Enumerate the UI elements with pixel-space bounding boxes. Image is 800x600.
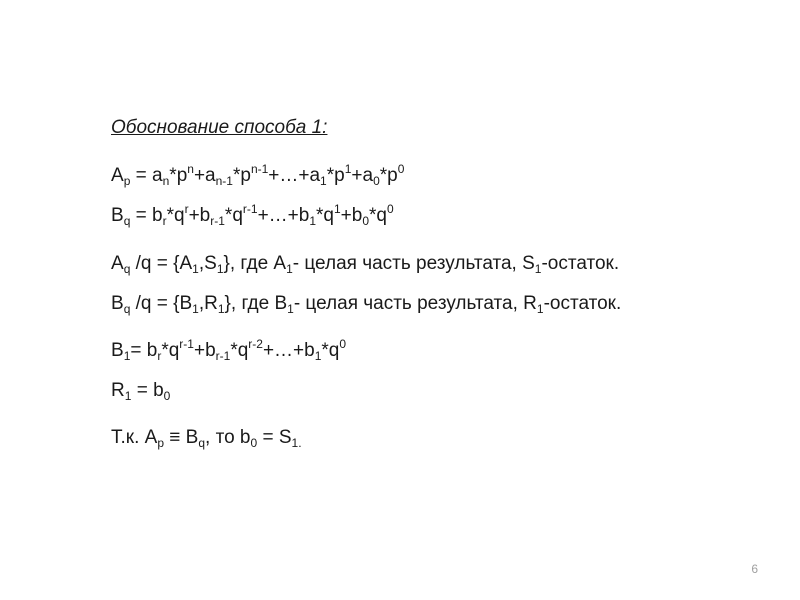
formula-text: , то b <box>205 427 251 448</box>
formula-text: A <box>111 165 124 186</box>
page-number: 6 <box>751 562 758 576</box>
formula-text: R <box>111 380 125 401</box>
formula-text: ≡ B <box>164 427 199 448</box>
formula-text: = b <box>130 340 158 361</box>
formula-text: Т.к. A <box>111 427 158 448</box>
formula-text: - целая часть результата, R <box>293 293 537 314</box>
formula-text: /q = {B <box>130 293 193 314</box>
superscript: n-1 <box>250 162 269 176</box>
subscript: p <box>123 174 131 188</box>
formula-text: = a <box>130 165 163 186</box>
formula-text: = b <box>131 380 164 401</box>
subscript: 0 <box>362 214 370 228</box>
formula-text: }, где A <box>223 253 287 274</box>
subscript: n-1 <box>215 174 233 188</box>
formula-text: *p <box>169 165 188 186</box>
formula-text: +…+b <box>262 340 315 361</box>
formula-text: ,S <box>198 253 217 274</box>
formula-text: +b <box>340 205 363 226</box>
superscript: r-2 <box>248 337 263 351</box>
subscript: 1 <box>286 262 293 276</box>
subscript: q <box>198 436 206 450</box>
formula-ap <box>111 162 405 188</box>
superscript: r-1 <box>242 202 258 216</box>
subscript: r <box>162 214 167 228</box>
subscript: q <box>123 262 131 276</box>
superscript: 1 <box>344 162 352 176</box>
formula-text: -остаток. <box>541 253 620 274</box>
superscript: r <box>184 202 189 216</box>
subscript: 1 <box>217 302 225 316</box>
subscript: n <box>162 174 170 188</box>
subscript: 1 <box>192 262 199 276</box>
subscript: 1 <box>320 174 327 188</box>
formula-text: }, где B <box>224 293 288 314</box>
division-bq <box>111 293 621 315</box>
subscript: 1. <box>291 436 302 450</box>
subscript: 1 <box>309 214 317 228</box>
subscript: r <box>157 349 162 363</box>
formula-text: B <box>111 205 124 226</box>
subscript: 0 <box>163 389 171 403</box>
formula-text: B <box>111 340 124 361</box>
formula-text: - целая часть результата, S <box>292 253 535 274</box>
subscript: 1 <box>124 389 132 403</box>
formula-text: A <box>111 253 124 274</box>
subscript: 1 <box>123 349 131 363</box>
formula-text: +b <box>193 340 216 361</box>
superscript: 1 <box>333 202 341 216</box>
formula-text: = S <box>257 427 292 448</box>
formula-text: *q <box>224 205 243 226</box>
formula-text: *q <box>369 205 387 226</box>
superscript: 0 <box>339 337 347 351</box>
formula-text: B <box>111 293 124 314</box>
formula-text: ,R <box>198 293 218 314</box>
subscript: 1 <box>536 302 544 316</box>
formula-text: *p <box>232 165 251 186</box>
formula-b1 <box>111 337 347 363</box>
formula-bq <box>111 202 394 228</box>
formula-text: +…+a <box>268 165 321 186</box>
subscript: 0 <box>250 436 258 450</box>
subscript: 1 <box>287 302 294 316</box>
superscript: n <box>187 162 194 176</box>
formula-text: *q <box>166 205 185 226</box>
subscript: q <box>123 214 131 228</box>
superscript: r-1 <box>179 337 194 351</box>
subscript: r-1 <box>210 214 225 228</box>
formula-r1 <box>111 380 170 402</box>
superscript: 0 <box>387 202 394 216</box>
subscript: 0 <box>373 174 380 188</box>
formula-text: *q <box>321 340 340 361</box>
formula-text: *q <box>161 340 180 361</box>
subscript: 1 <box>192 302 199 316</box>
subscript: q <box>123 302 131 316</box>
subscript: 1 <box>216 262 224 276</box>
formula-text: *q <box>230 340 249 361</box>
subscript: p <box>157 436 165 450</box>
formula-text: +…+b <box>257 205 310 226</box>
slide-title: Обоснование способа 1: <box>111 117 328 138</box>
formula-text: -остаток. <box>543 293 622 314</box>
formula-text: +a <box>193 165 216 186</box>
conclusion <box>111 427 302 449</box>
subscript: 1 <box>314 349 322 363</box>
formula-text: *p <box>379 165 398 186</box>
formula-text: *q <box>316 205 334 226</box>
formula-text: /q = {A <box>130 253 193 274</box>
subscript: r-1 <box>215 349 231 363</box>
division-aq <box>111 253 619 275</box>
subscript: 1 <box>534 262 542 276</box>
formula-text: = b <box>130 205 163 226</box>
formula-text: +b <box>188 205 211 226</box>
formula-text: +a <box>351 165 374 186</box>
superscript: 0 <box>397 162 405 176</box>
formula-text: *p <box>326 165 345 186</box>
